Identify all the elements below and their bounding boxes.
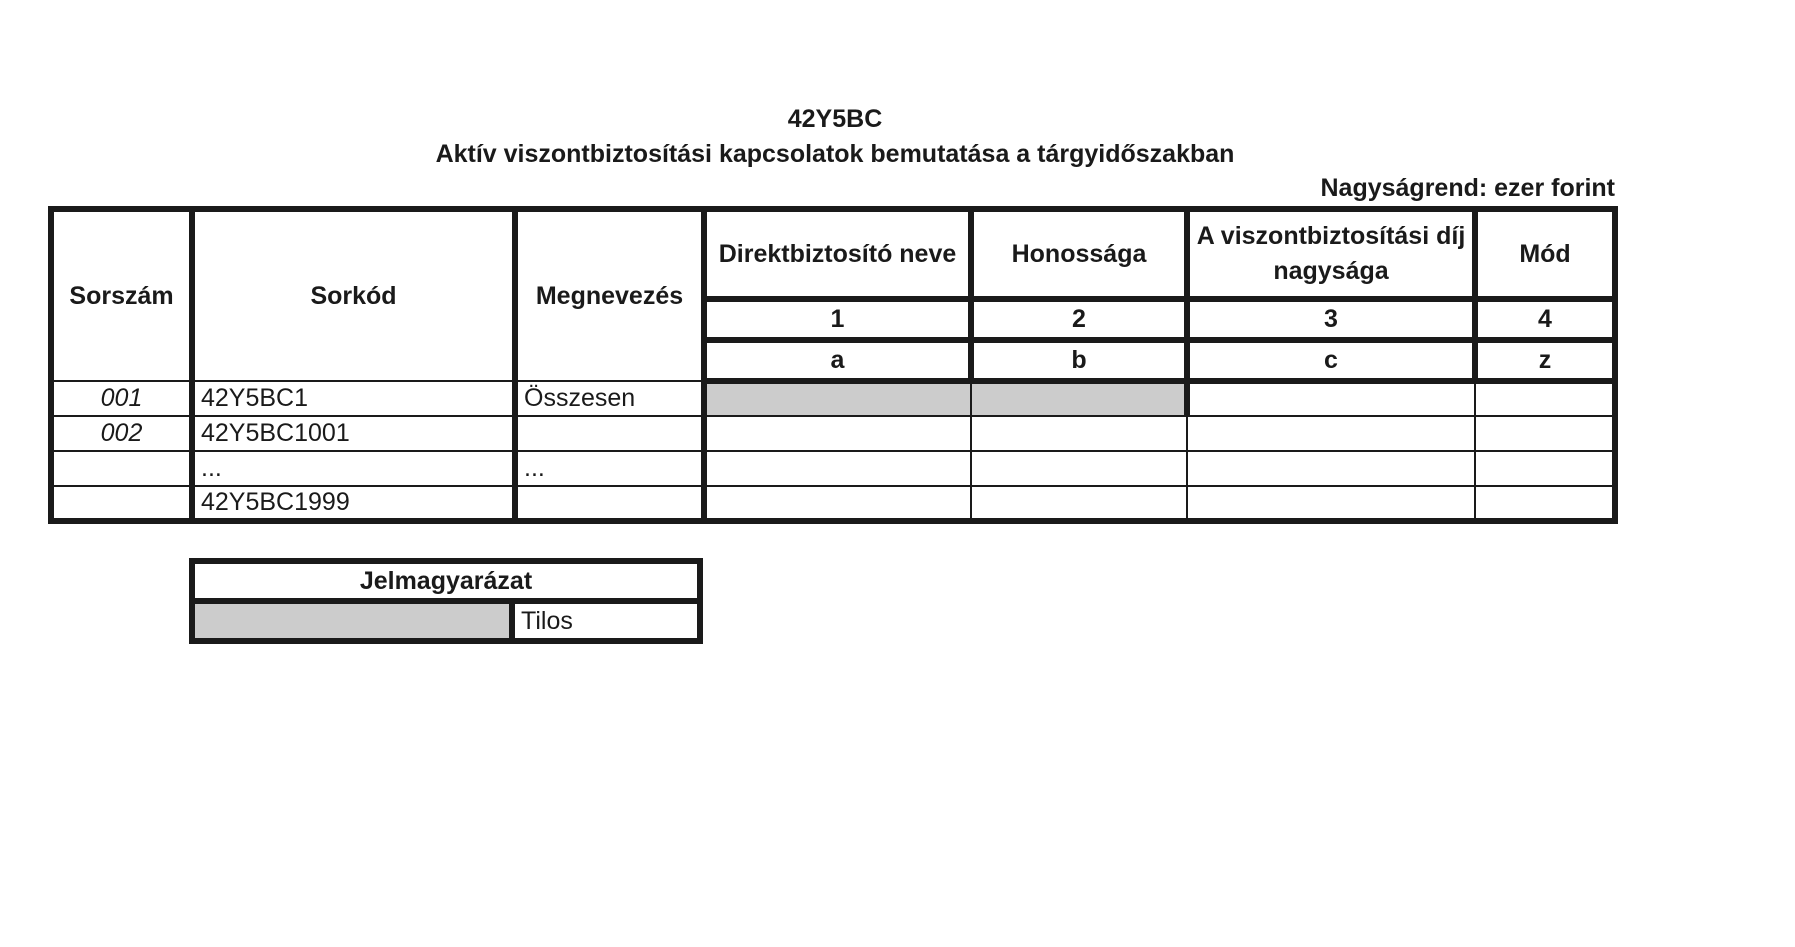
cell-input[interactable] xyxy=(1187,416,1475,451)
header-number-3: 3 xyxy=(1187,299,1475,340)
header-letter-z: z xyxy=(1475,340,1615,381)
cell-input[interactable] xyxy=(1187,451,1475,486)
legend xyxy=(189,558,703,644)
header-megnevezes: Megnevezés xyxy=(515,209,704,381)
header-sorszam: Sorszám xyxy=(51,209,192,381)
cell-input[interactable] xyxy=(971,486,1187,521)
row-sorkod: 42Y5BC1001 xyxy=(192,416,515,451)
header-letter-b: b xyxy=(971,340,1187,381)
cell-input[interactable] xyxy=(704,416,971,451)
data-table xyxy=(48,206,1618,524)
cell-input[interactable] xyxy=(1475,486,1615,521)
header-col-3: A viszontbiztosítási díj nagysága xyxy=(1187,209,1475,299)
cell-forbidden xyxy=(971,381,1187,416)
cell-input[interactable] xyxy=(1475,381,1615,416)
cell-input[interactable] xyxy=(1187,381,1475,416)
header-sorkod: Sorkód xyxy=(192,209,515,381)
cell-input[interactable] xyxy=(971,451,1187,486)
table-row xyxy=(51,451,1615,486)
table-row xyxy=(51,416,1615,451)
cell-input[interactable] xyxy=(971,416,1187,451)
header-number-2: 2 xyxy=(971,299,1187,340)
row-sorszam xyxy=(51,486,192,521)
row-sorszam: 002 xyxy=(51,416,192,451)
header-col-4: Mód xyxy=(1475,209,1615,299)
header-number-4: 4 xyxy=(1475,299,1615,340)
form-code: 42Y5BC xyxy=(787,105,883,133)
legend-swatch-forbidden xyxy=(192,601,512,641)
header-col-2: Honossága xyxy=(971,209,1187,299)
row-megnevezes: ... xyxy=(515,451,704,486)
row-sorszam xyxy=(51,451,192,486)
row-sorkod: ... xyxy=(192,451,515,486)
table-row xyxy=(51,486,1615,521)
header-letter-a: a xyxy=(704,340,971,381)
row-sorszam: 001 xyxy=(51,381,192,416)
row-sorkod: 42Y5BC1 xyxy=(192,381,515,416)
legend-title: Jelmagyarázat xyxy=(192,561,700,601)
header-col-1: Direktbiztosító neve xyxy=(704,209,971,299)
cell-input[interactable] xyxy=(1475,451,1615,486)
row-megnevezes xyxy=(515,416,704,451)
table-row xyxy=(51,381,1615,416)
unit-label: Nagyságrend: ezer forint xyxy=(1320,174,1615,202)
cell-input[interactable] xyxy=(704,451,971,486)
cell-input[interactable] xyxy=(704,486,971,521)
cell-input[interactable] xyxy=(1187,486,1475,521)
form-title: Aktív viszontbiztosítási kapcsolatok bemutatása a tárgyidőszakban xyxy=(435,140,1235,168)
cell-forbidden xyxy=(704,381,971,416)
legend-text-forbidden: Tilos xyxy=(512,601,700,641)
header-letter-c: c xyxy=(1187,340,1475,381)
row-megnevezes: Összesen xyxy=(515,381,704,416)
header-number-1: 1 xyxy=(704,299,971,340)
row-sorkod: 42Y5BC1999 xyxy=(192,486,515,521)
cell-input[interactable] xyxy=(1475,416,1615,451)
row-megnevezes xyxy=(515,486,704,521)
